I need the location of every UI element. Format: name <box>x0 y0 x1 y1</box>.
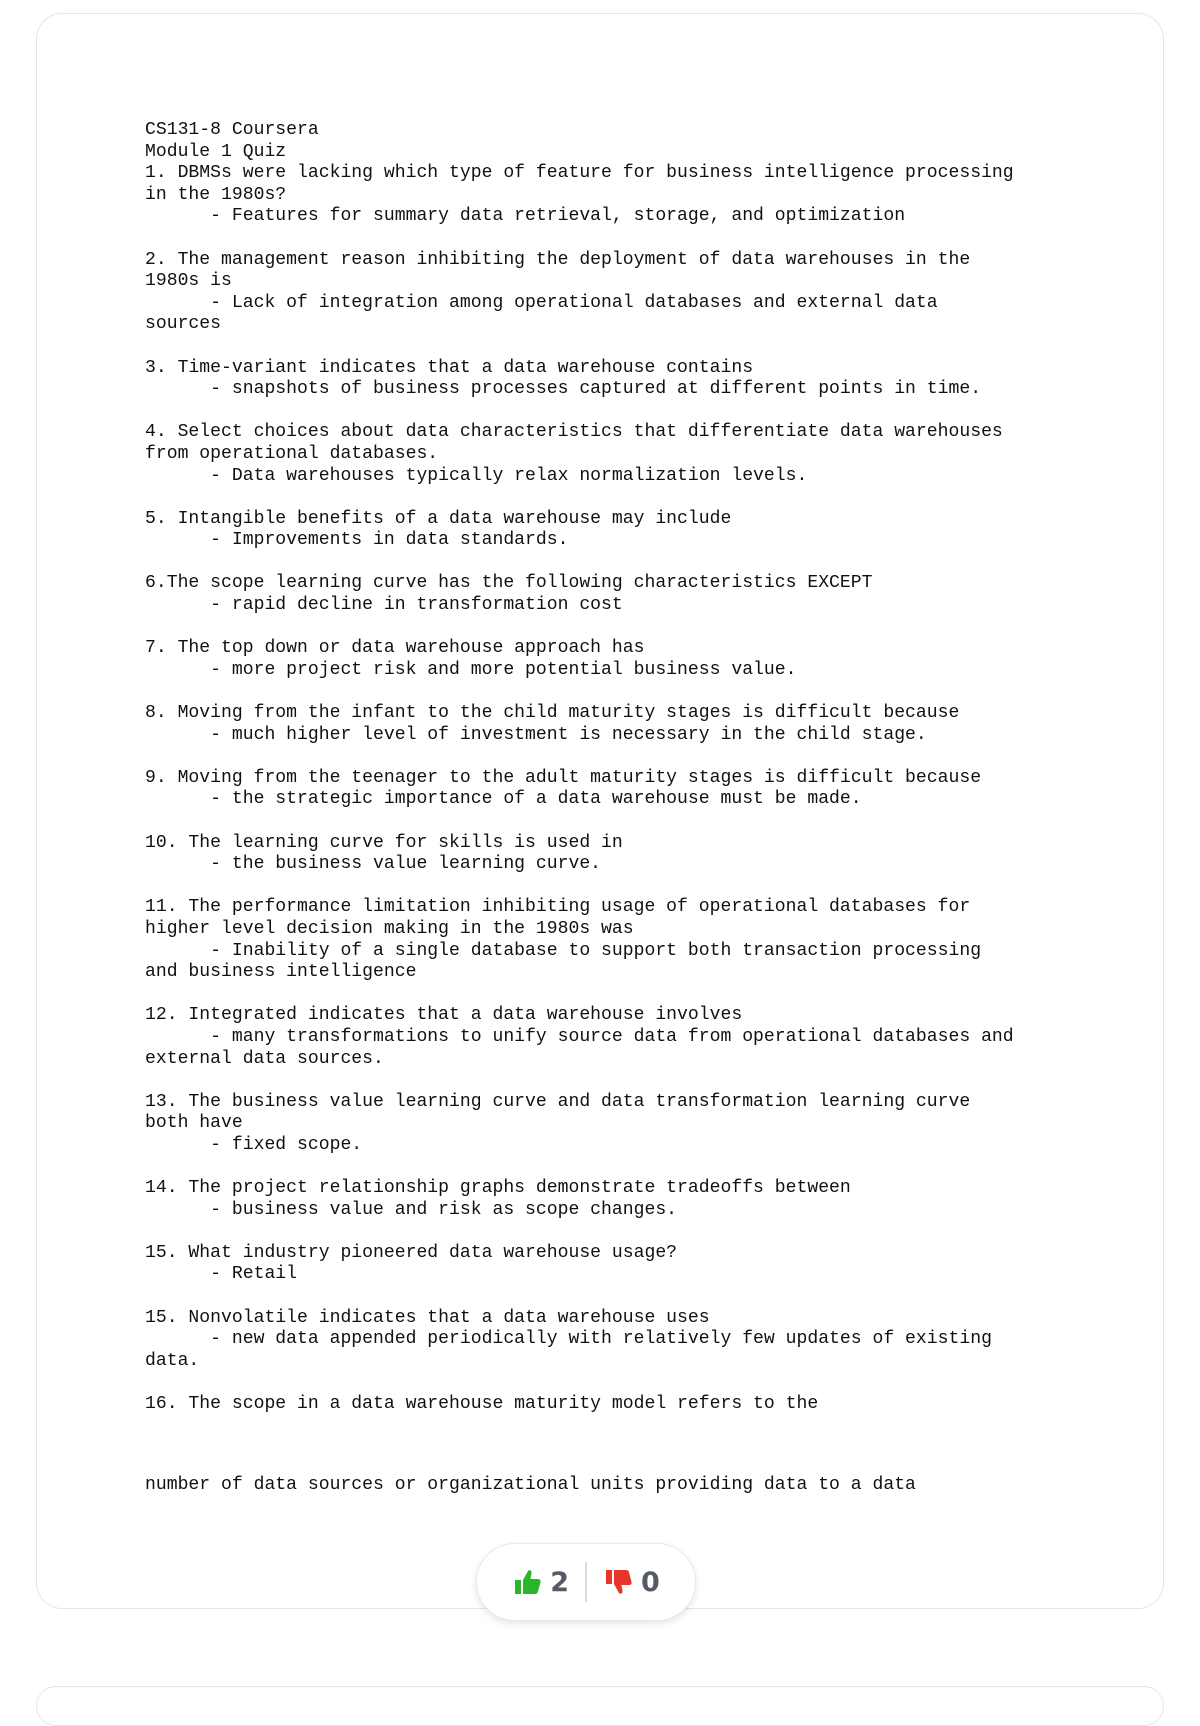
upvote-count: 2 <box>550 1566 569 1598</box>
vote-divider <box>585 1562 587 1602</box>
thumbs-up-icon <box>512 1568 542 1596</box>
document-body-text: CS131-8 Coursera Module 1 Quiz 1. DBMSs were lacking which type of feature for business intelligence processing in the 1980s? - Features for summary data retrieval, storage, and optimization 2. The management reason inhibiting the deployment of data warehouses in the 1980s is - Lack of integration among operational databases and external data sources 3. Time-variant indicates that a data warehouse contains - snapshots of business processes captured at different points in time. 4. Select choices about data characteristics that differentiate data warehouses from operational databases. - Data warehouses typically relax normalization levels. 5. Intangible benefits of a data warehouse may include - Improvements in data standards. 6.The scope learning curve has the following characteristics EXCEPT - rapid decline in transformation cost 7. The top down or data warehouse approach has - more project risk and more potential business value. 8. Moving from the infant to the child maturity stages is difficult because - much higher level of investment is necessary in the child stage. 9. Moving from the teenager to the adult maturity stages is difficult because - the strategic importance of a data warehouse must be made. 10. The learning curve for skills is used in - the business value learning curve. 11. The performance limitation inhibiting usage of operational databases for higher level decision making in the 1980s was - Inability of a single database to support both transaction processing and business intelligence 12. Integrated indicates that a data warehouse involves - many transformations to unify source data from operational databases and external data sources. 13. The business value learning curve and data transformation learning curve both have - fixed scope. 14. The project relationship graphs demonstrate tradeoffs between - business value and risk as scope changes. 15. What industry pioneered data warehouse usage? - Retail 15. Nonvolatile indicates that a data warehouse uses - new data appended periodically with relatively few updates of existing data. 16. The scope in a data warehouse maturity model refers to the <box>145 120 1014 1415</box>
thumbs-down-icon <box>603 1568 633 1596</box>
downvote-count: 0 <box>641 1566 660 1598</box>
upvote-button[interactable] <box>502 1567 579 1598</box>
next-page-card <box>36 1686 1164 1726</box>
document-tail-text: number of data sources or organizational units providing data to a data <box>145 1475 916 1495</box>
vote-widget <box>476 1543 696 1621</box>
downvote-button[interactable] <box>593 1567 670 1598</box>
